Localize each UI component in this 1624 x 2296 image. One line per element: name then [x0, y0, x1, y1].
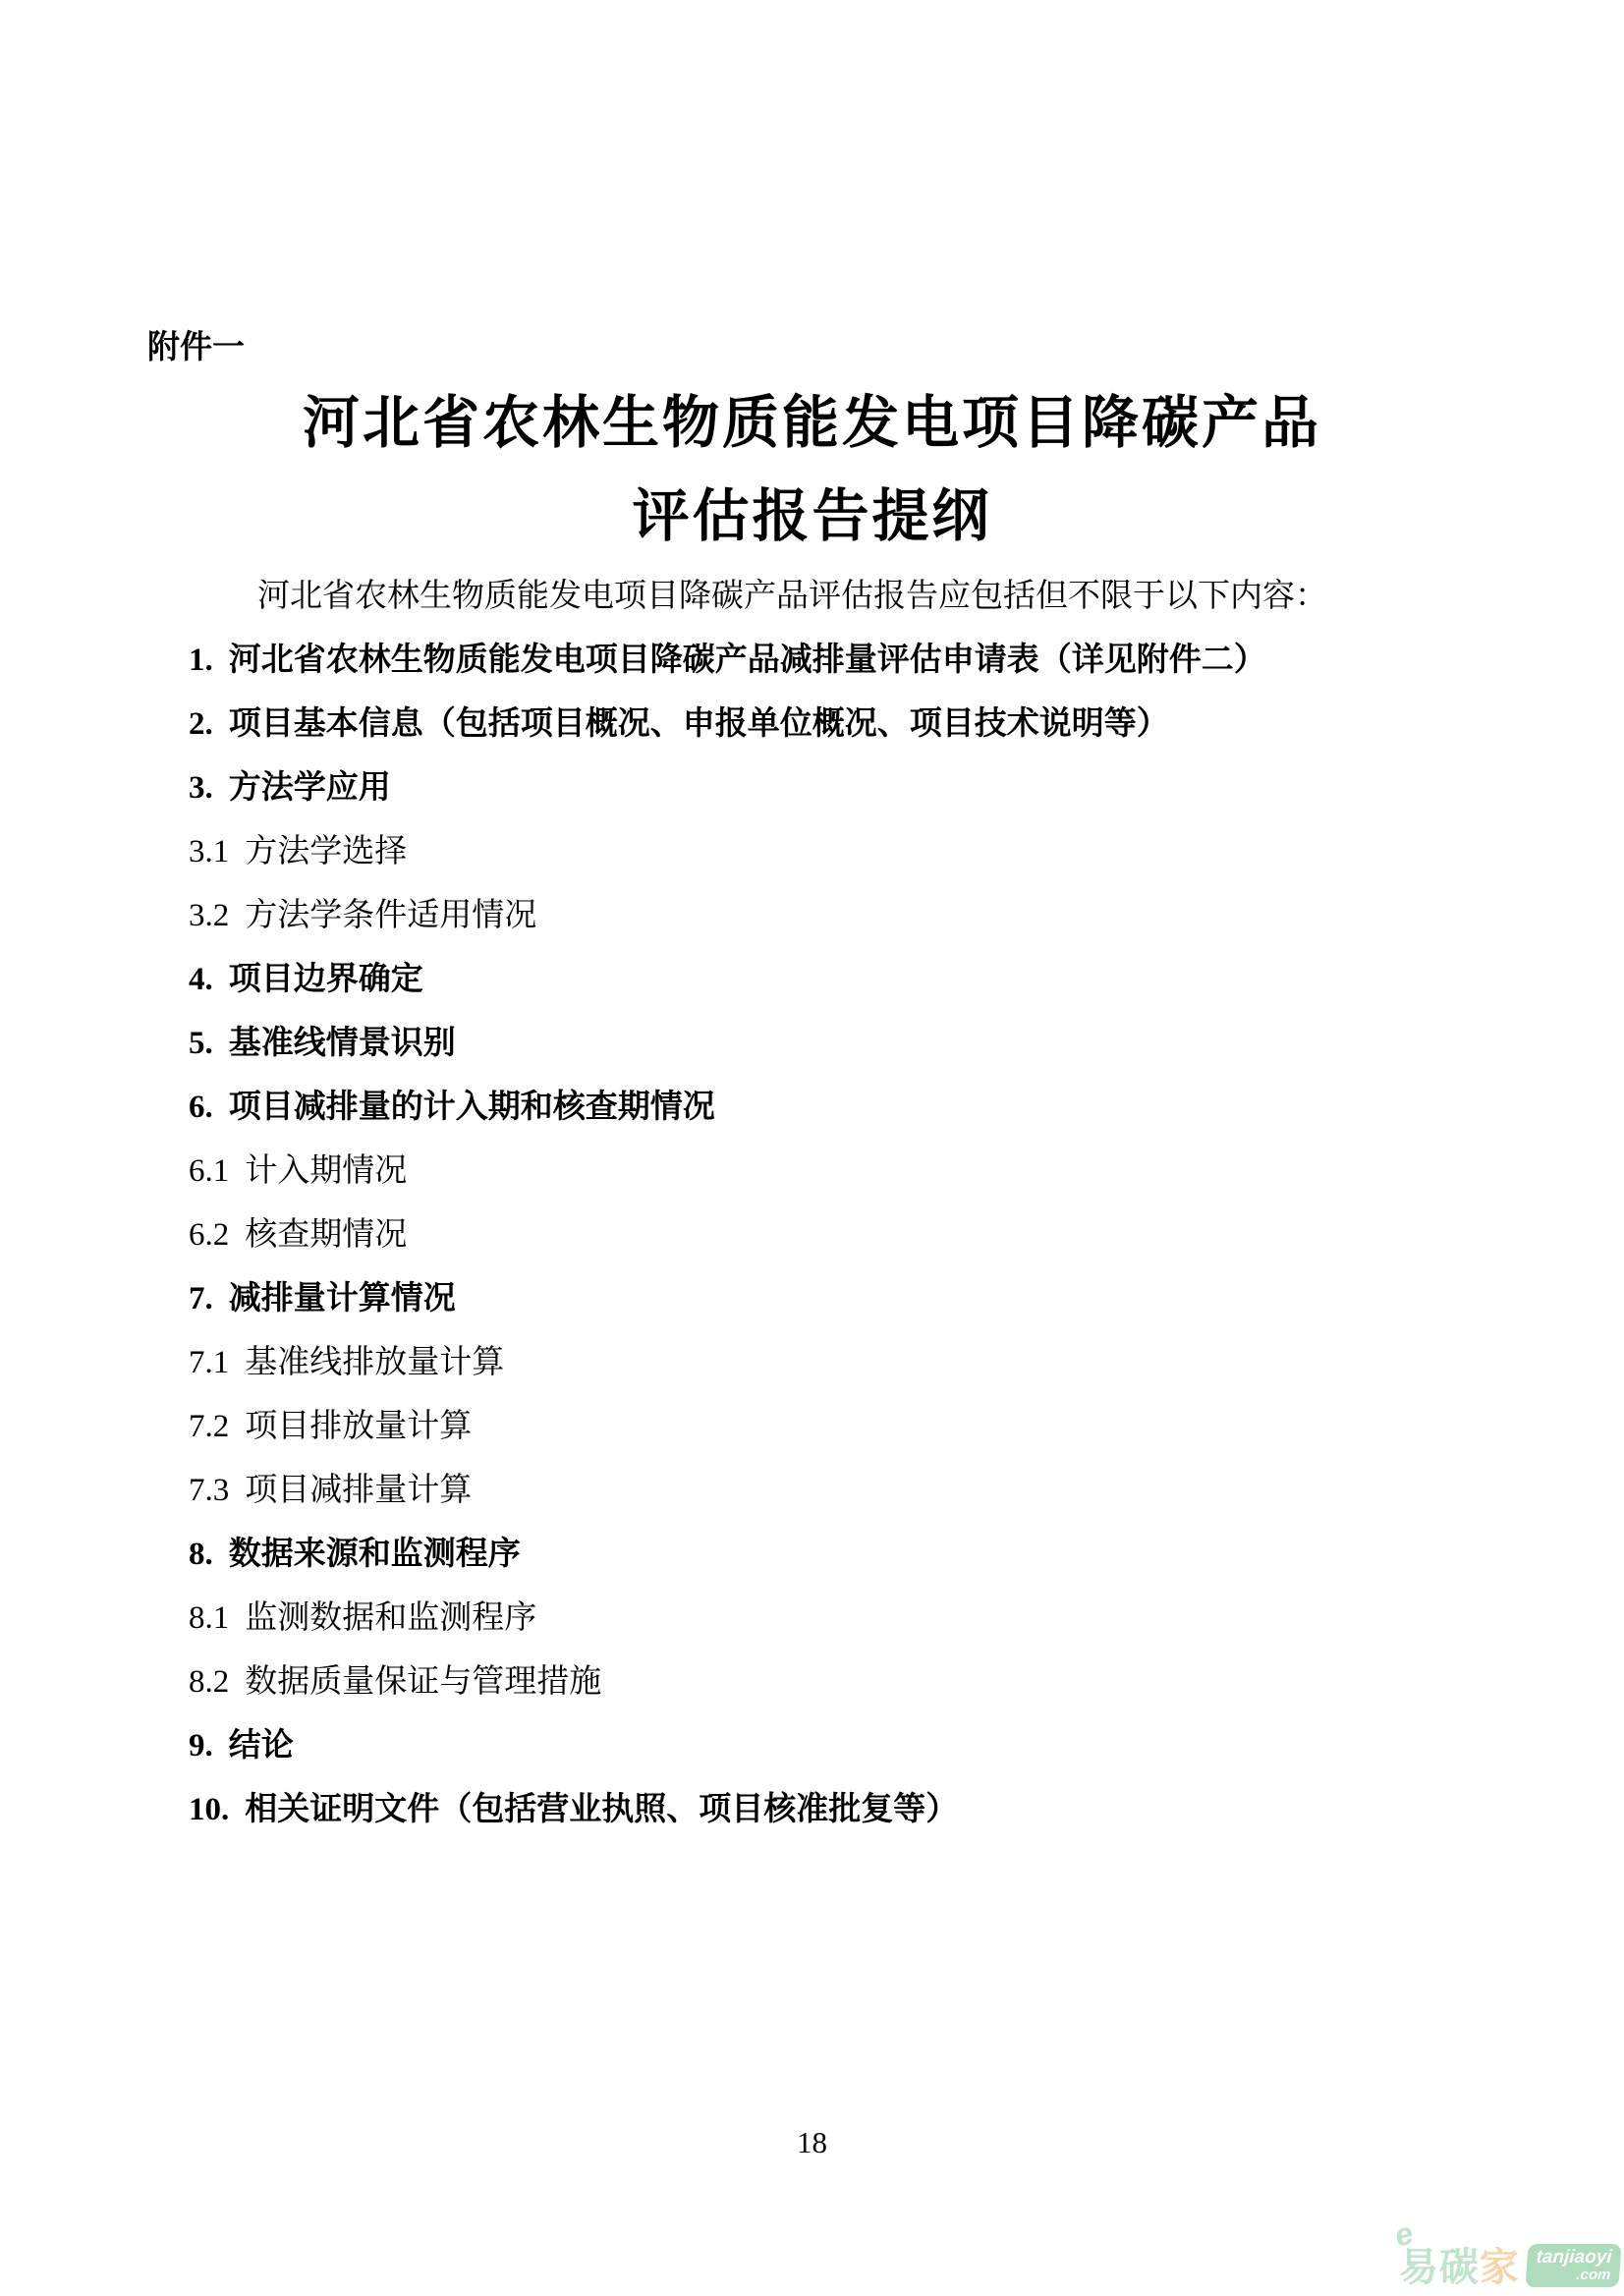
watermark-e-swoosh-icon: e: [1390, 2214, 1417, 2254]
outline-item-number: 1.: [189, 643, 213, 678]
outline-item-text: 基准线排放量计算: [245, 1345, 505, 1380]
outline-item: [189, 1395, 1476, 1459]
intro-paragraph: 河北省农林生物质能发电项目降碳产品评估报告应包括但不限于以下内容：: [257, 579, 1327, 614]
watermark-badge-tld: .com: [1575, 2267, 1611, 2283]
outline-item-number: 7.: [189, 1281, 213, 1316]
outline-item-text: 基准线情景识别: [228, 1026, 456, 1061]
outline-item: [189, 1267, 1476, 1331]
outline-item-number: 3.1: [189, 834, 230, 869]
outline-item-number: 3.2: [189, 898, 230, 933]
outline-item: [189, 1459, 1476, 1523]
outline-item-text: 项目排放量计算: [245, 1409, 473, 1444]
watermark-badge-domain: tanjiaoyi: [1535, 2247, 1613, 2268]
outline-item-number: 10.: [189, 1792, 230, 1827]
watermark-logo: [1390, 2214, 1620, 2289]
outline-item-number: 7.3: [189, 1473, 230, 1508]
watermark-character: 碳: [1438, 2246, 1480, 2289]
outline-content: [189, 565, 1476, 1842]
outline-item: [189, 1204, 1476, 1267]
attachment-label: 附件一: [147, 328, 245, 364]
outline-item: [189, 1012, 1476, 1076]
outline-item-number: 6.: [189, 1090, 213, 1125]
outline-item-text: 核查期情况: [245, 1217, 408, 1253]
outline-item-text: 项目边界确定: [228, 962, 423, 997]
outline-item-text: 项目减排量的计入期和核查期情况: [228, 1090, 715, 1125]
outline-item-number: 9.: [189, 1728, 213, 1764]
outline-item-number: 6.1: [189, 1153, 230, 1189]
outline-item-text: 计入期情况: [245, 1153, 408, 1189]
outline-item-text: 方法学选择: [245, 834, 408, 869]
outline-item-text: 监测数据和监测程序: [245, 1600, 537, 1636]
outline-item: [189, 756, 1476, 820]
outline-item: [189, 1076, 1476, 1140]
outline-item-number: 7.2: [189, 1409, 230, 1444]
outline-item-text: 数据质量保证与管理措施: [245, 1664, 602, 1700]
outline-item-text: 河北省农林生物质能发电项目降碳产品减排量评估申请表（详见附件二）: [228, 643, 1266, 678]
outline-item: [189, 693, 1476, 756]
outline-item: [189, 948, 1476, 1012]
outline-item: [189, 629, 1476, 693]
outline-item-text: 减排量计算情况: [228, 1281, 456, 1316]
outline-item-number: 3.: [189, 770, 213, 806]
outline-list: [189, 629, 1476, 1842]
title-line-1: 河北省农林生物质能发电项目降碳产品: [302, 391, 1321, 455]
outline-item: [189, 884, 1476, 948]
outline-item: [189, 1714, 1476, 1778]
outline-item-number: 8.2: [189, 1664, 230, 1700]
outline-item: [189, 1587, 1476, 1651]
outline-item-number: 2.: [189, 706, 213, 742]
outline-item-number: 7.1: [189, 1345, 230, 1380]
watermark-badge: [1525, 2244, 1621, 2287]
outline-item-number: 6.2: [189, 1217, 230, 1253]
outline-item: [189, 1331, 1476, 1395]
outline-item: [189, 1140, 1476, 1204]
outline-item-text: 结论: [228, 1728, 294, 1764]
outline-item: [189, 1778, 1476, 1842]
watermark-character: 易: [1398, 2246, 1439, 2289]
outline-item-text: 相关证明文件（包括营业执照、项目核准批复等）: [245, 1792, 959, 1827]
watermark-brand-characters: [1399, 2248, 1520, 2287]
outline-item-text: 项目减排量计算: [245, 1473, 473, 1508]
outline-item-number: 4.: [189, 962, 213, 997]
outline-item-number: 8.1: [189, 1600, 230, 1636]
outline-item-text: 数据来源和监测程序: [228, 1537, 521, 1572]
outline-item-text: 方法学条件适用情况: [245, 898, 537, 933]
title-line-2: 评估报告提纲: [632, 484, 992, 548]
outline-item-text: 项目基本信息（包括项目概况、申报单位概况、项目技术说明等）: [228, 706, 1169, 742]
outline-item-number: 5.: [189, 1026, 213, 1061]
outline-item: [189, 820, 1476, 884]
outline-item-text: 方法学应用: [228, 770, 391, 806]
outline-item: [189, 1651, 1476, 1714]
watermark-character: 家: [1479, 2246, 1520, 2289]
outline-item: [189, 1523, 1476, 1587]
outline-item-number: 8.: [189, 1537, 213, 1572]
document-title: [0, 376, 1624, 563]
page-number: 18: [797, 2125, 827, 2159]
